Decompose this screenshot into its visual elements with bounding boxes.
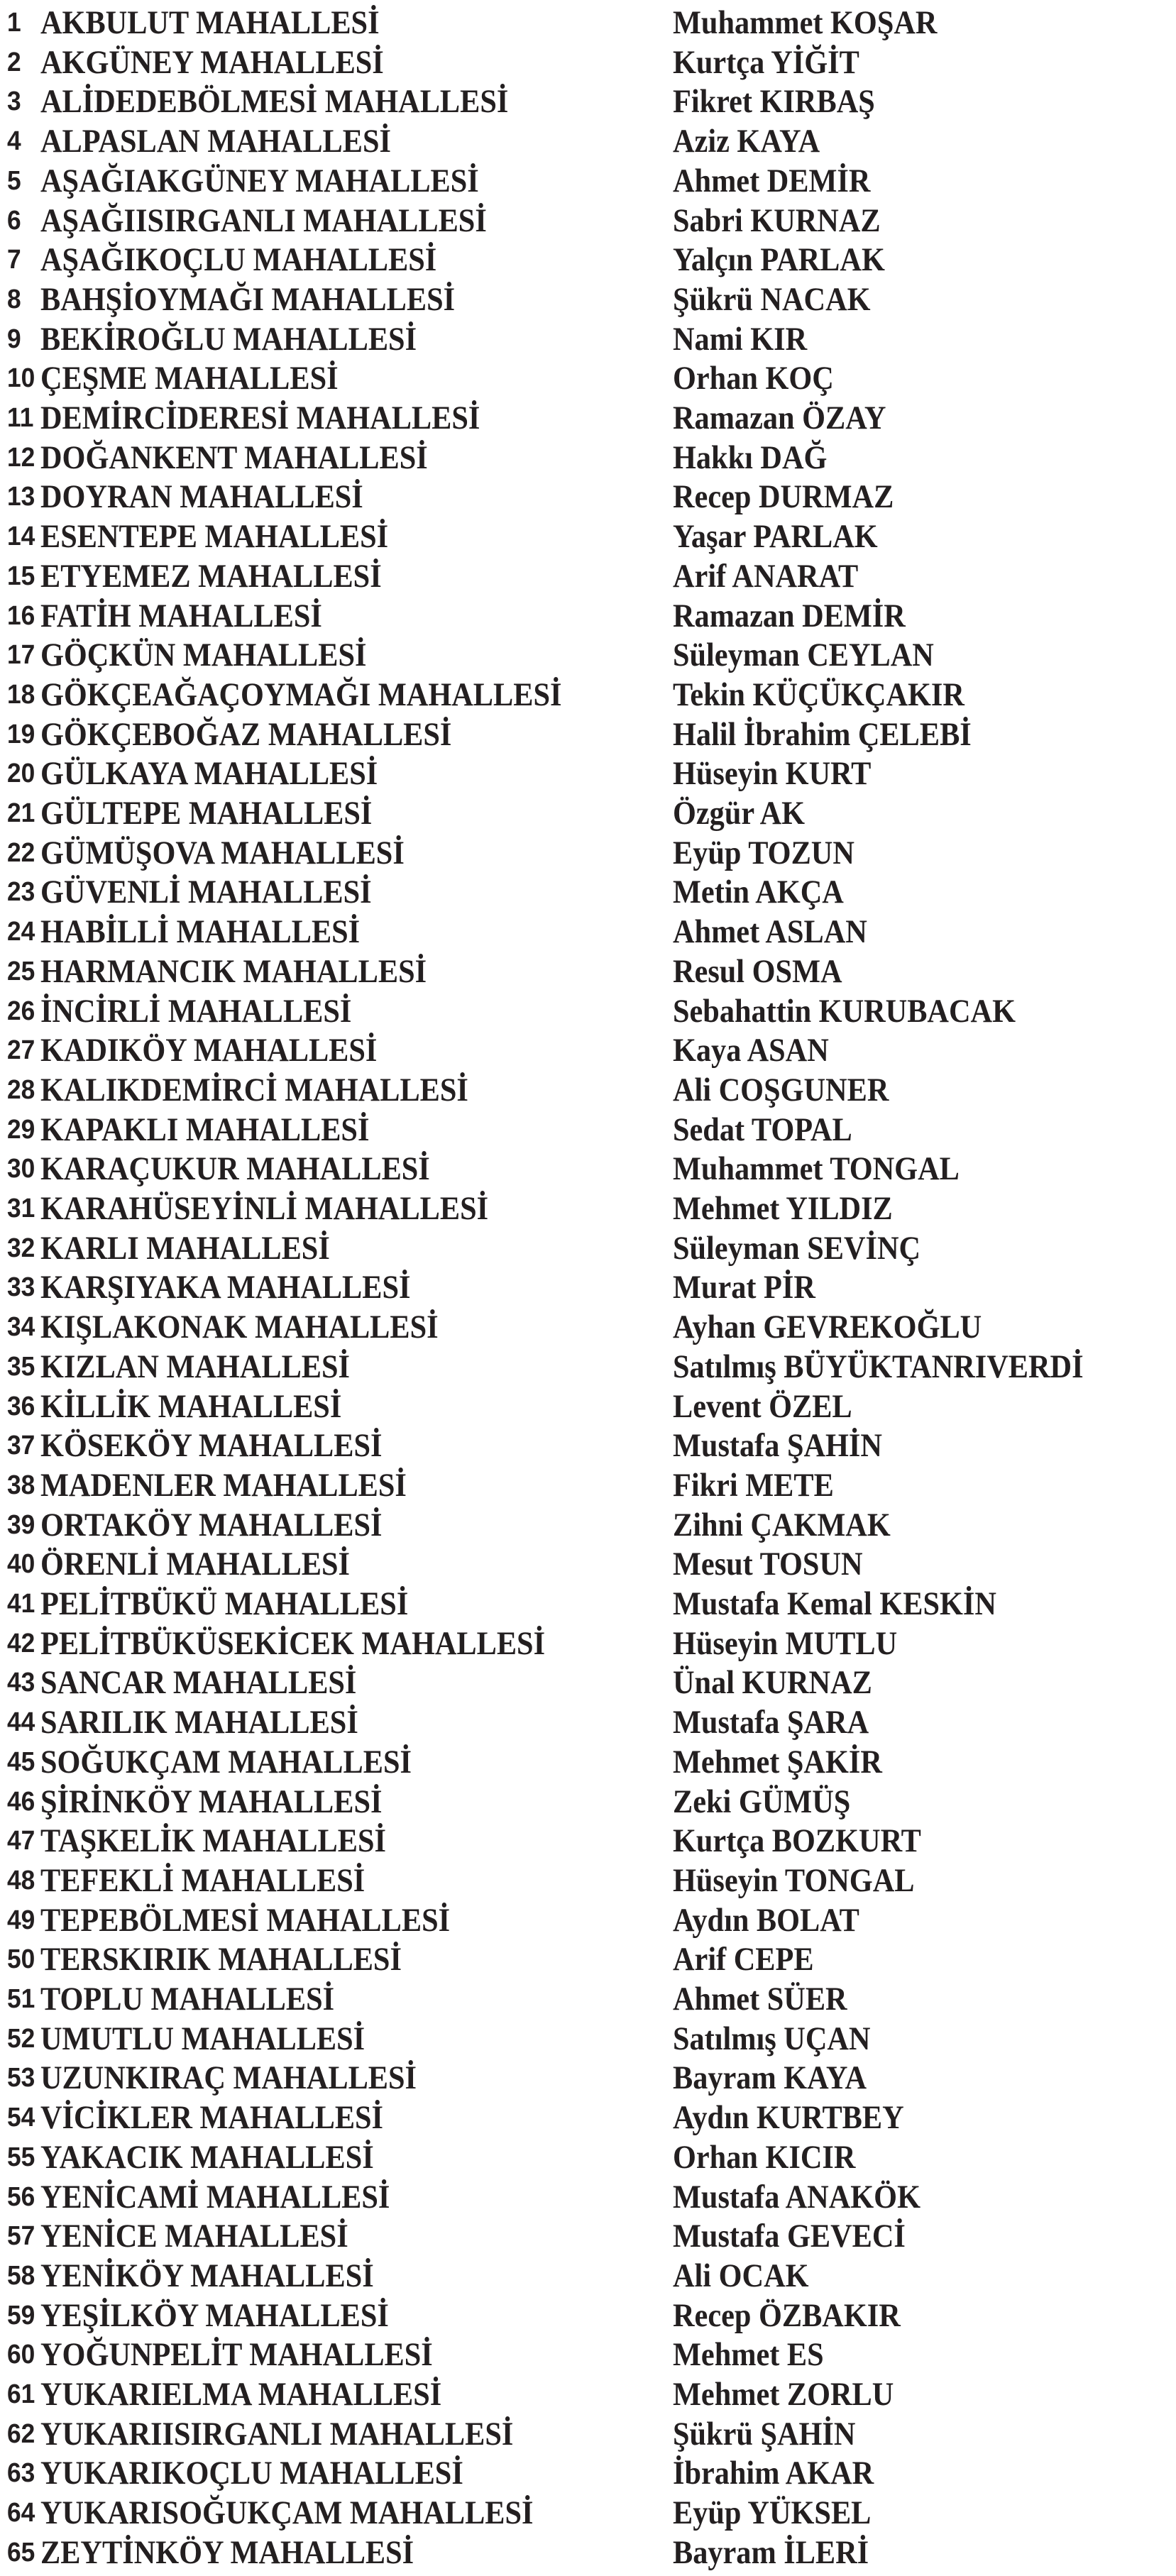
list-row xyxy=(0,319,1176,359)
row-number: 38 xyxy=(7,1470,35,1500)
neighborhood-name: GÜLKAYA MAHALLESİ xyxy=(40,755,378,793)
row-number: 61 xyxy=(7,2379,35,2409)
row-number: 47 xyxy=(7,1826,35,1856)
headman-name: Orhan KICIR xyxy=(673,2138,856,2176)
headman-name: Recep ÖZBAKIR xyxy=(673,2296,901,2334)
list-row xyxy=(0,1070,1176,1110)
list-row xyxy=(0,3,1176,43)
headman-name: Mesut TOSUN xyxy=(673,1546,863,1583)
neighborhood-name: DOYRAN MAHALLESİ xyxy=(40,478,363,516)
row-number: 52 xyxy=(7,2023,35,2054)
neighborhood-name: SANCAR MAHALLESİ xyxy=(40,1664,357,1702)
headman-name: Hüseyin TONGAL xyxy=(673,1861,915,1899)
neighborhood-name: ALİDEDEBÖLMESİ MAHALLESİ xyxy=(40,83,509,121)
headman-name: Zihni ÇAKMAK xyxy=(673,1506,891,1543)
list-row xyxy=(0,1821,1176,1861)
headman-name: Satılmış BÜYÜKTANRIVERDİ xyxy=(673,1348,1084,1385)
row-number: 39 xyxy=(7,1509,35,1540)
list-row xyxy=(0,2019,1176,2059)
headman-name: Ahmet DEMİR xyxy=(673,162,871,199)
headman-name: Ünal KURNAZ xyxy=(673,1664,872,1702)
row-number: 26 xyxy=(7,996,35,1026)
headman-name: Mehmet ES xyxy=(673,2336,824,2374)
list-row xyxy=(0,2058,1176,2098)
row-number: 14 xyxy=(7,522,35,552)
neighborhood-name: YOĞUNPELİT MAHALLESİ xyxy=(40,2336,433,2374)
neighborhood-name: GÖÇKÜN MAHALLESİ xyxy=(40,637,367,674)
list-row xyxy=(0,82,1176,121)
neighborhood-name: ALPASLAN MAHALLESİ xyxy=(40,123,391,160)
neighborhood-name: KİLLİK MAHALLESİ xyxy=(40,1387,342,1425)
list-row xyxy=(0,2216,1176,2256)
list-row xyxy=(0,1782,1176,1822)
row-number: 51 xyxy=(7,1984,35,2014)
list-row xyxy=(0,2137,1176,2177)
headman-name: Ali OCAK xyxy=(673,2257,809,2294)
neighborhood-name: TAŞKELİK MAHALLESİ xyxy=(40,1822,386,1860)
neighborhood-name: AKGÜNEY MAHALLESİ xyxy=(40,43,384,81)
neighborhood-name: YAKACIK MAHALLESİ xyxy=(40,2138,374,2176)
list-row xyxy=(0,1939,1176,1979)
headman-name: Hüseyin MUTLU xyxy=(673,1624,898,1662)
row-number: 15 xyxy=(7,561,35,591)
headman-name: Aydın BOLAT xyxy=(673,1901,859,1939)
row-number: 48 xyxy=(7,1865,35,1895)
list-row xyxy=(0,2414,1176,2454)
list-row xyxy=(0,280,1176,319)
list-row xyxy=(0,161,1176,201)
list-row xyxy=(0,793,1176,833)
list-row xyxy=(0,2177,1176,2217)
row-number: 58 xyxy=(7,2260,35,2291)
neighborhood-name: GÖKÇEAĞAÇOYMAĞI MAHALLESİ xyxy=(40,676,562,713)
headman-name: İbrahim AKAR xyxy=(673,2455,874,2492)
neighborhood-name: YENİCE MAHALLESİ xyxy=(40,2218,348,2255)
neighborhood-name: ŞİRİNKÖY MAHALLESİ xyxy=(40,1783,383,1820)
row-number: 21 xyxy=(7,798,35,828)
list-row xyxy=(0,1702,1176,1742)
list-row xyxy=(0,1149,1176,1189)
neighborhood-name: DEMİRCİDERESİ MAHALLESİ xyxy=(40,400,480,436)
list-row xyxy=(0,1030,1176,1070)
list-row xyxy=(0,1900,1176,1940)
neighborhood-name: HARMANCIK MAHALLESİ xyxy=(40,952,427,990)
neighborhood-name: KALIKDEMİRCİ MAHALLESİ xyxy=(40,1071,468,1108)
neighborhood-name: HABİLLİ MAHALLESİ xyxy=(40,913,361,951)
headman-name: Kurtça YİĞİT xyxy=(673,43,859,81)
list-row xyxy=(0,1110,1176,1150)
neighborhood-name: SARILIK MAHALLESİ xyxy=(40,1704,358,1741)
list-row xyxy=(0,2374,1176,2414)
list-row xyxy=(0,754,1176,793)
neighborhood-name: GÜMÜŞOVA MAHALLESİ xyxy=(40,834,405,871)
headman-name: Mustafa ŞARA xyxy=(673,1704,869,1741)
headman-name: Mustafa Kemal KESKİN xyxy=(673,1585,996,1622)
row-number: 2 xyxy=(7,47,21,77)
row-number: 41 xyxy=(7,1589,35,1619)
neighborhood-name: ZEYTİNKÖY MAHALLESİ xyxy=(40,2533,414,2571)
headman-name: Mustafa ŞAHİN xyxy=(673,1427,882,1465)
list-row xyxy=(0,517,1176,556)
headman-name: Muhammet KOŞAR xyxy=(673,4,938,41)
row-number: 17 xyxy=(7,640,35,671)
list-row xyxy=(0,1228,1176,1268)
list-row xyxy=(0,121,1176,161)
neighborhood-name: İNCİRLİ MAHALLESİ xyxy=(40,992,352,1030)
headman-name: Ahmet SÜER xyxy=(673,1981,847,2018)
list-row xyxy=(0,1742,1176,1782)
neighborhood-name: DOĞANKENT MAHALLESİ xyxy=(40,439,428,476)
row-number: 6 xyxy=(7,205,21,236)
row-number: 16 xyxy=(7,600,35,631)
headman-name: Resul OSMA xyxy=(673,952,842,990)
headman-name: Süleyman CEYLAN xyxy=(673,637,934,674)
list-row xyxy=(0,477,1176,517)
row-number: 65 xyxy=(7,2537,35,2567)
row-number: 24 xyxy=(7,917,35,947)
neighborhood-name: UMUTLU MAHALLESİ xyxy=(40,2020,366,2057)
headman-name: Süleyman SEVİNÇ xyxy=(673,1229,921,1267)
row-number: 29 xyxy=(7,1114,35,1145)
headman-name: Bayram İLERİ xyxy=(673,2533,869,2571)
headman-name: Recep DURMAZ xyxy=(673,478,894,516)
neighborhood-name: KIŞLAKONAK MAHALLESİ xyxy=(40,1309,439,1346)
neighborhood-name: PELİTBÜKÜSEKİCEK MAHALLESİ xyxy=(40,1624,546,1662)
list-row xyxy=(0,556,1176,596)
neighborhood-name: KIZLAN MAHALLESİ xyxy=(40,1348,351,1385)
list-row xyxy=(0,438,1176,478)
neighborhood-name: ÖRENLİ MAHALLESİ xyxy=(40,1546,351,1583)
neighborhood-name: ETYEMEZ MAHALLESİ xyxy=(40,557,382,595)
row-number: 59 xyxy=(7,2300,35,2330)
row-number: 13 xyxy=(7,482,35,512)
row-number: 63 xyxy=(7,2458,35,2489)
headman-name: Murat PİR xyxy=(673,1269,815,1306)
neighborhood-name: YENİCAMİ MAHALLESİ xyxy=(40,2178,390,2216)
list-row xyxy=(0,2533,1176,2572)
list-row xyxy=(0,1584,1176,1624)
list-row xyxy=(0,675,1176,715)
headman-name: Özgür AK xyxy=(673,795,806,832)
row-number: 25 xyxy=(7,956,35,986)
headman-name: Ahmet ASLAN xyxy=(673,913,867,951)
list-row xyxy=(0,358,1176,398)
row-number: 27 xyxy=(7,1035,35,1066)
headman-name: Orhan KOÇ xyxy=(673,360,834,397)
list-row xyxy=(0,635,1176,675)
row-number: 45 xyxy=(7,1746,35,1777)
row-number: 31 xyxy=(7,1194,35,1223)
list-row xyxy=(0,1861,1176,1900)
list-row xyxy=(0,201,1176,241)
list-row xyxy=(0,240,1176,280)
list-row xyxy=(0,952,1176,991)
headman-name: Mehmet YILDIZ xyxy=(673,1190,893,1227)
list-row xyxy=(0,43,1176,82)
neighborhood-name: KARLI MAHALLESİ xyxy=(40,1229,330,1267)
headman-name: Ayhan GEVREKOĞLU xyxy=(673,1309,982,1346)
neighborhood-name: AKBULUT MAHALLESİ xyxy=(40,4,380,41)
row-number: 22 xyxy=(7,837,35,868)
list-row xyxy=(0,833,1176,873)
list-row xyxy=(0,1505,1176,1545)
list-row xyxy=(0,715,1176,754)
list-row xyxy=(0,1307,1176,1347)
neighborhood-name: YUKARIKOÇLU MAHALLESİ xyxy=(40,2455,463,2492)
neighborhood-name: PELİTBÜKÜ MAHALLESİ xyxy=(40,1585,409,1622)
row-number: 40 xyxy=(7,1549,35,1580)
list-row xyxy=(0,991,1176,1031)
neighborhood-name: ORTAKÖY MAHALLESİ xyxy=(40,1506,383,1543)
list-row xyxy=(0,1544,1176,1584)
row-number: 60 xyxy=(7,2340,35,2370)
headman-name: Tekin KÜÇÜKÇAKIR xyxy=(673,676,965,713)
neighborhood-name: KARAÇUKUR MAHALLESİ xyxy=(40,1150,430,1188)
headman-name: Ali COŞGUNER xyxy=(673,1071,889,1108)
neighborhood-name: UZUNKIRAÇ MAHALLESİ xyxy=(40,2059,417,2097)
headman-name: Ramazan DEMİR xyxy=(673,597,906,634)
headman-name: Hakkı DAĞ xyxy=(673,439,828,476)
headman-name: Mehmet ŞAKİR xyxy=(673,1743,882,1780)
neighborhood-name: BEKİROĞLU MAHALLESİ xyxy=(40,320,417,358)
neighborhood-name: TOPLU MAHALLESİ xyxy=(40,1981,335,2018)
headman-name: Sabri KURNAZ xyxy=(673,202,881,239)
row-number: 42 xyxy=(7,1628,35,1658)
neighborhood-name: KAPAKLI MAHALLESİ xyxy=(40,1111,370,1148)
headman-name: Halil İbrahim ÇELEBİ xyxy=(673,715,972,753)
neighborhood-name: KADIKÖY MAHALLESİ xyxy=(40,1032,378,1069)
headman-name: Eyüp TOZUN xyxy=(673,834,854,871)
neighborhood-name: TEFEKLİ MAHALLESİ xyxy=(40,1861,366,1899)
list-row xyxy=(0,912,1176,952)
row-number: 3 xyxy=(7,87,21,117)
row-number: 8 xyxy=(7,284,21,314)
row-number: 10 xyxy=(7,363,35,394)
headman-name: Zeki GÜMÜŞ xyxy=(673,1783,851,1820)
row-number: 33 xyxy=(7,1272,35,1303)
row-number: 55 xyxy=(7,2142,35,2172)
neighborhood-name: YUKARIISIRGANLI MAHALLESİ xyxy=(40,2415,514,2453)
row-number: 64 xyxy=(7,2498,35,2528)
neighborhood-name: ÇEŞME MAHALLESİ xyxy=(40,360,339,397)
headman-name: Kurtça BOZKURT xyxy=(673,1822,921,1860)
headman-name: Arif CEPE xyxy=(673,1941,814,1978)
neighborhood-name: KARŞIYAKA MAHALLESİ xyxy=(40,1269,411,1306)
list-row xyxy=(0,1663,1176,1702)
list-row xyxy=(0,1267,1176,1307)
headman-name: Mustafa GEVECİ xyxy=(673,2218,906,2255)
list-row xyxy=(0,1189,1176,1228)
list-row xyxy=(0,1979,1176,2019)
list-row xyxy=(0,1426,1176,1465)
headman-name: Ramazan ÖZAY xyxy=(673,400,886,436)
headman-name: Hüseyin KURT xyxy=(673,755,872,793)
neighborhood-name: SOĞUKÇAM MAHALLESİ xyxy=(40,1743,412,1780)
list-row xyxy=(0,2493,1176,2533)
neighborhood-name: KÖSEKÖY MAHALLESİ xyxy=(40,1427,383,1465)
list-row xyxy=(0,2453,1176,2493)
row-number: 37 xyxy=(7,1431,35,1461)
list-row xyxy=(0,398,1176,438)
neighborhood-name: AŞAĞIISIRGANLI MAHALLESİ xyxy=(40,202,487,239)
neighborhood-name: AŞAĞIAKGÜNEY MAHALLESİ xyxy=(40,162,479,199)
row-number: 49 xyxy=(7,1905,35,1935)
headman-name: Aydın KURTBEY xyxy=(673,2099,904,2137)
row-number: 30 xyxy=(7,1154,35,1184)
headman-name: Arif ANARAT xyxy=(673,557,859,595)
neighborhood-name: YENİKÖY MAHALLESİ xyxy=(40,2257,374,2294)
row-number: 43 xyxy=(7,1668,35,1698)
headman-name: Mustafa ANAKÖK xyxy=(673,2178,921,2216)
row-number: 11 xyxy=(7,403,34,433)
list-row xyxy=(0,1347,1176,1387)
neighborhood-name: TEPEBÖLMESİ MAHALLESİ xyxy=(40,1901,451,1939)
row-number: 7 xyxy=(7,245,21,275)
headman-name: Sedat TOPAL xyxy=(673,1111,852,1148)
headman-name: Fikret KIRBAŞ xyxy=(673,83,875,121)
neighborhood-name: YUKARISOĞUKÇAM MAHALLESİ xyxy=(40,2494,534,2532)
headman-name: Şükrü NACAK xyxy=(673,280,871,318)
row-number: 12 xyxy=(7,442,35,473)
row-number: 53 xyxy=(7,2063,35,2093)
list-row xyxy=(0,2098,1176,2137)
headman-name: Kaya ASAN xyxy=(673,1032,829,1069)
list-row xyxy=(0,2296,1176,2335)
headman-name: Bayram KAYA xyxy=(673,2059,867,2097)
row-number: 4 xyxy=(7,126,21,157)
neighborhood-name: YUKARIELMA MAHALLESİ xyxy=(40,2376,442,2413)
neighborhood-name: ESENTEPE MAHALLESİ xyxy=(40,518,389,556)
neighborhood-name: FATİH MAHALLESİ xyxy=(40,597,322,634)
neighborhood-name: MADENLER MAHALLESİ xyxy=(40,1466,407,1504)
headman-name: Mehmet ZORLU xyxy=(673,2376,894,2413)
list-row xyxy=(0,2256,1176,2296)
list-row xyxy=(0,596,1176,636)
list-row xyxy=(0,872,1176,912)
neighborhood-name: TERSKIRIK MAHALLESİ xyxy=(40,1941,402,1978)
row-number: 32 xyxy=(7,1233,35,1263)
headman-name: Yalçın PARLAK xyxy=(673,241,885,279)
list-row xyxy=(0,2335,1176,2374)
headman-name: Muhammet TONGAL xyxy=(673,1150,960,1188)
headman-name: Fikri METE xyxy=(673,1466,834,1504)
row-number: 46 xyxy=(7,1786,35,1817)
headman-name: Şükrü ŞAHİN xyxy=(673,2415,856,2453)
headman-name: Levent ÖZEL xyxy=(673,1387,852,1425)
headman-name: Aziz KAYA xyxy=(673,123,820,160)
row-number: 44 xyxy=(7,1707,35,1738)
row-number: 20 xyxy=(7,759,35,789)
row-number: 62 xyxy=(7,2418,35,2449)
headman-name: Sebahattin KURUBACAK xyxy=(673,992,1016,1030)
neighborhood-name: GÜVENLİ MAHALLESİ xyxy=(40,874,372,911)
row-number: 56 xyxy=(7,2181,35,2212)
neighborhood-name: YEŞİLKÖY MAHALLESİ xyxy=(40,2296,389,2334)
row-number: 5 xyxy=(7,165,21,196)
row-number: 34 xyxy=(7,1312,35,1343)
headman-name: Yaşar PARLAK xyxy=(673,518,878,556)
neighborhood-name: GÖKÇEBOĞAZ MAHALLESİ xyxy=(40,715,452,753)
row-number: 9 xyxy=(7,324,21,354)
row-number: 50 xyxy=(7,1944,35,1975)
row-number: 1 xyxy=(7,8,21,38)
row-number: 54 xyxy=(7,2103,35,2133)
row-number: 18 xyxy=(7,679,35,710)
row-number: 28 xyxy=(7,1074,35,1105)
headman-name: Satılmış UÇAN xyxy=(673,2020,871,2057)
row-number: 19 xyxy=(7,719,35,749)
headman-name: Eyüp YÜKSEL xyxy=(673,2494,872,2532)
neighborhood-name: GÜLTEPE MAHALLESİ xyxy=(40,795,373,832)
headman-name: Metin AKÇA xyxy=(673,874,844,911)
neighborhood-name: BAHŞİOYMAĞI MAHALLESİ xyxy=(40,280,456,318)
list-row xyxy=(0,1624,1176,1663)
list-row xyxy=(0,1387,1176,1426)
row-number: 57 xyxy=(7,2221,35,2252)
row-number: 35 xyxy=(7,1351,35,1382)
neighborhood-name: VİCİKLER MAHALLESİ xyxy=(40,2099,384,2137)
headman-name: Nami KIR xyxy=(673,320,808,358)
neighborhood-name: KARAHÜSEYİNLİ MAHALLESİ xyxy=(40,1190,489,1227)
list-row xyxy=(0,1465,1176,1505)
row-number: 23 xyxy=(7,877,35,908)
row-number: 36 xyxy=(7,1391,35,1421)
neighborhood-name: AŞAĞIKOÇLU MAHALLESİ xyxy=(40,241,437,279)
